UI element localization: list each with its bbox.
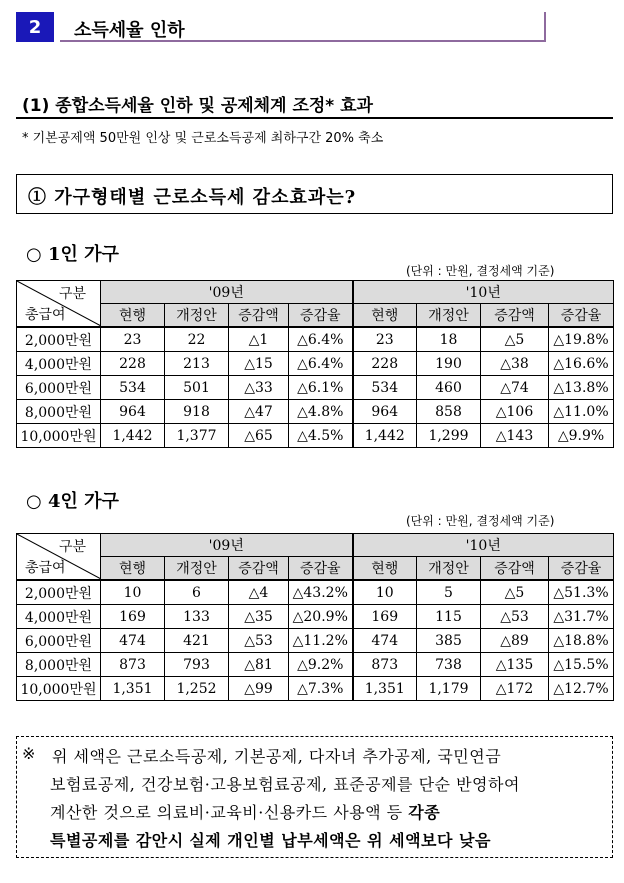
col-header: 증감액 <box>229 304 289 328</box>
table-cell: △51.3% <box>549 580 614 605</box>
table-cell: 793 <box>165 653 229 677</box>
table-cell: △172 <box>481 677 549 701</box>
table-cell: 738 <box>417 653 481 677</box>
subsection-note: * 기본공제액 50만원 인상 및 근로소득공제 최하구간 20% 축소 <box>22 131 384 146</box>
table-cell: △12.7% <box>549 677 614 701</box>
col-header: 개정안 <box>417 304 481 328</box>
section-title: 소득세율 인하 <box>74 20 185 41</box>
table-cell: 169 <box>353 605 417 629</box>
table-cell: 460 <box>417 376 481 400</box>
table-row <box>17 580 614 605</box>
table-cell: 23 <box>353 327 417 352</box>
household-heading-2: ○ 4인 가구 <box>26 491 119 512</box>
table-cell: △5 <box>481 327 549 352</box>
table-cell: 10 <box>353 580 417 605</box>
table-cell: 22 <box>165 327 229 352</box>
footnote-symbol: ※ <box>22 744 36 763</box>
col-header: 현행 <box>101 304 165 328</box>
table-cell: △1 <box>229 327 289 352</box>
table-row <box>17 424 614 448</box>
table-cell: △19.8% <box>549 327 614 352</box>
table-cell: △15 <box>229 352 289 376</box>
table-cell: △43.2% <box>289 580 353 605</box>
table-cell: 6 <box>165 580 229 605</box>
table-cell: △53 <box>229 629 289 653</box>
household-heading-1: ○ 1인 가구 <box>26 244 119 265</box>
table-cell: 1,442 <box>101 424 165 448</box>
row-label-cell: 2,000만원 <box>17 580 101 605</box>
table-cell: △4.5% <box>289 424 353 448</box>
table-cell: △6.4% <box>289 327 353 352</box>
table-cell: 1,351 <box>101 677 165 701</box>
footnote-line-4-bold-a: 특별공제를 감안시 <box>50 831 184 850</box>
col-header: 증감액 <box>481 557 549 581</box>
col-header: 현행 <box>353 304 417 328</box>
table-cell: △53 <box>481 605 549 629</box>
table-cell: △31.7% <box>549 605 614 629</box>
footnote-line-3 <box>50 800 440 823</box>
table-cell: △16.6% <box>549 352 614 376</box>
table-cell: △74 <box>481 376 549 400</box>
table-cell: 501 <box>165 376 229 400</box>
subsection-rule <box>16 117 613 119</box>
year-10-header: '10년 <box>353 534 614 557</box>
table-cell: △13.8% <box>549 376 614 400</box>
table-cell: 534 <box>101 376 165 400</box>
table-cell: 385 <box>417 629 481 653</box>
table-cell: △18.8% <box>549 629 614 653</box>
col-header: 증감율 <box>549 557 614 581</box>
table-row <box>17 653 614 677</box>
col-header: 개정안 <box>165 557 229 581</box>
footnote-line-3-bold: 각종 <box>408 803 441 822</box>
row-label-cell: 2,000만원 <box>17 327 101 352</box>
table-cell: 964 <box>353 400 417 424</box>
table-cell: △135 <box>481 653 549 677</box>
row-label-cell: 8,000만원 <box>17 400 101 424</box>
footnote-line-3-text: 계산한 것으로 의료비·교육비·신용카드 사용액 등 <box>50 803 409 822</box>
table-cell: 1,351 <box>353 677 417 701</box>
table-cell: 169 <box>101 605 165 629</box>
table-cell: △6.4% <box>289 352 353 376</box>
question-text: ① 가구형태별 근로소득세 감소효과는? <box>28 187 357 208</box>
table-row <box>17 400 614 424</box>
year-09-header: '09년 <box>101 281 353 304</box>
corner-bottom-label: 총급여 <box>25 560 66 576</box>
table-cell: 115 <box>417 605 481 629</box>
table-cell: 858 <box>417 400 481 424</box>
col-header: 증감율 <box>549 304 614 328</box>
table-cell: 133 <box>165 605 229 629</box>
table-cell: △89 <box>481 629 549 653</box>
table-cell: 228 <box>101 352 165 376</box>
col-header: 개정안 <box>165 304 229 328</box>
footnote-line-4 <box>50 828 491 851</box>
footnote-line-2: 보험료공제, 건강보험·고용보험료공제, 표준공제를 단순 반영하여 <box>50 775 520 794</box>
row-label-cell: 8,000만원 <box>17 653 101 677</box>
table-cell: 213 <box>165 352 229 376</box>
unit-note-1: (단위 : 만원, 결정세액 기준) <box>406 264 555 278</box>
table-cell: △11.0% <box>549 400 614 424</box>
table-cell: △38 <box>481 352 549 376</box>
table-cell: △33 <box>229 376 289 400</box>
table-cell: 5 <box>417 580 481 605</box>
table-cell: △81 <box>229 653 289 677</box>
col-header: 증감율 <box>289 304 353 328</box>
col-header: 증감액 <box>481 304 549 328</box>
table-cell: △6.1% <box>289 376 353 400</box>
year-09-header: '09년 <box>101 534 353 557</box>
table-cell: △106 <box>481 400 549 424</box>
row-label-cell: 6,000만원 <box>17 629 101 653</box>
table-cell: 421 <box>165 629 229 653</box>
col-header: 개정안 <box>417 557 481 581</box>
corner-bottom-label: 총급여 <box>25 307 66 323</box>
table-cell: △99 <box>229 677 289 701</box>
table-cell: 228 <box>353 352 417 376</box>
table-cell: 23 <box>101 327 165 352</box>
year-10-header: '10년 <box>353 281 614 304</box>
table-cell: △35 <box>229 605 289 629</box>
table-cell: △20.9% <box>289 605 353 629</box>
table-cell: 1,299 <box>417 424 481 448</box>
table-cell: △4 <box>229 580 289 605</box>
tax-table-1 <box>16 280 614 448</box>
table-row <box>17 605 614 629</box>
table-cell: △5 <box>481 580 549 605</box>
col-header: 현행 <box>101 557 165 581</box>
table-row <box>17 352 614 376</box>
table-row <box>17 677 614 701</box>
table-cell: 1,377 <box>165 424 229 448</box>
unit-note-2: (단위 : 만원, 결정세액 기준) <box>406 514 555 528</box>
corner-top-label: 구분 <box>58 286 86 302</box>
section-number: 2 <box>16 12 54 42</box>
table-cell: 1,179 <box>417 677 481 701</box>
table-cell: 10 <box>101 580 165 605</box>
table-cell: △11.2% <box>289 629 353 653</box>
row-label-cell: 4,000만원 <box>17 352 101 376</box>
col-header: 현행 <box>353 557 417 581</box>
tax-table-2 <box>16 533 614 701</box>
table-cell: △7.3% <box>289 677 353 701</box>
table-cell: △47 <box>229 400 289 424</box>
table-cell: 964 <box>101 400 165 424</box>
table-cell: 873 <box>101 653 165 677</box>
table-row <box>17 376 614 400</box>
table-cell: △143 <box>481 424 549 448</box>
row-label-cell: 4,000만원 <box>17 605 101 629</box>
subsection-title: (1) 종합소득세율 인하 및 공제체계 조정* 효과 <box>22 96 373 116</box>
table-cell: 474 <box>353 629 417 653</box>
corner-top-label: 구분 <box>58 539 86 555</box>
table-cell: 474 <box>101 629 165 653</box>
table-row <box>17 327 614 352</box>
table-cell: △15.5% <box>549 653 614 677</box>
row-label-cell: 10,000만원 <box>17 424 101 448</box>
table-cell: 873 <box>353 653 417 677</box>
table-cell: △4.8% <box>289 400 353 424</box>
footnote-line-4-bold-b: 실제 개인별 납부세액은 위 세액보다 낮음 <box>189 831 491 850</box>
table-cell: △65 <box>229 424 289 448</box>
table-cell: 18 <box>417 327 481 352</box>
col-header: 증감율 <box>289 557 353 581</box>
table-cell: 190 <box>417 352 481 376</box>
footnote-line-1: 위 세액은 근로소득공제, 기본공제, 다자녀 추가공제, 국민연금 <box>52 747 502 766</box>
row-label-cell: 6,000만원 <box>17 376 101 400</box>
col-header: 증감액 <box>229 557 289 581</box>
table-cell: 918 <box>165 400 229 424</box>
table-cell: 534 <box>353 376 417 400</box>
corner-header <box>17 534 101 581</box>
row-label-cell: 10,000만원 <box>17 677 101 701</box>
table-cell: △9.2% <box>289 653 353 677</box>
table-row <box>17 629 614 653</box>
table-cell: △9.9% <box>549 424 614 448</box>
table-cell: 1,442 <box>353 424 417 448</box>
corner-header <box>17 281 101 328</box>
table-cell: 1,252 <box>165 677 229 701</box>
